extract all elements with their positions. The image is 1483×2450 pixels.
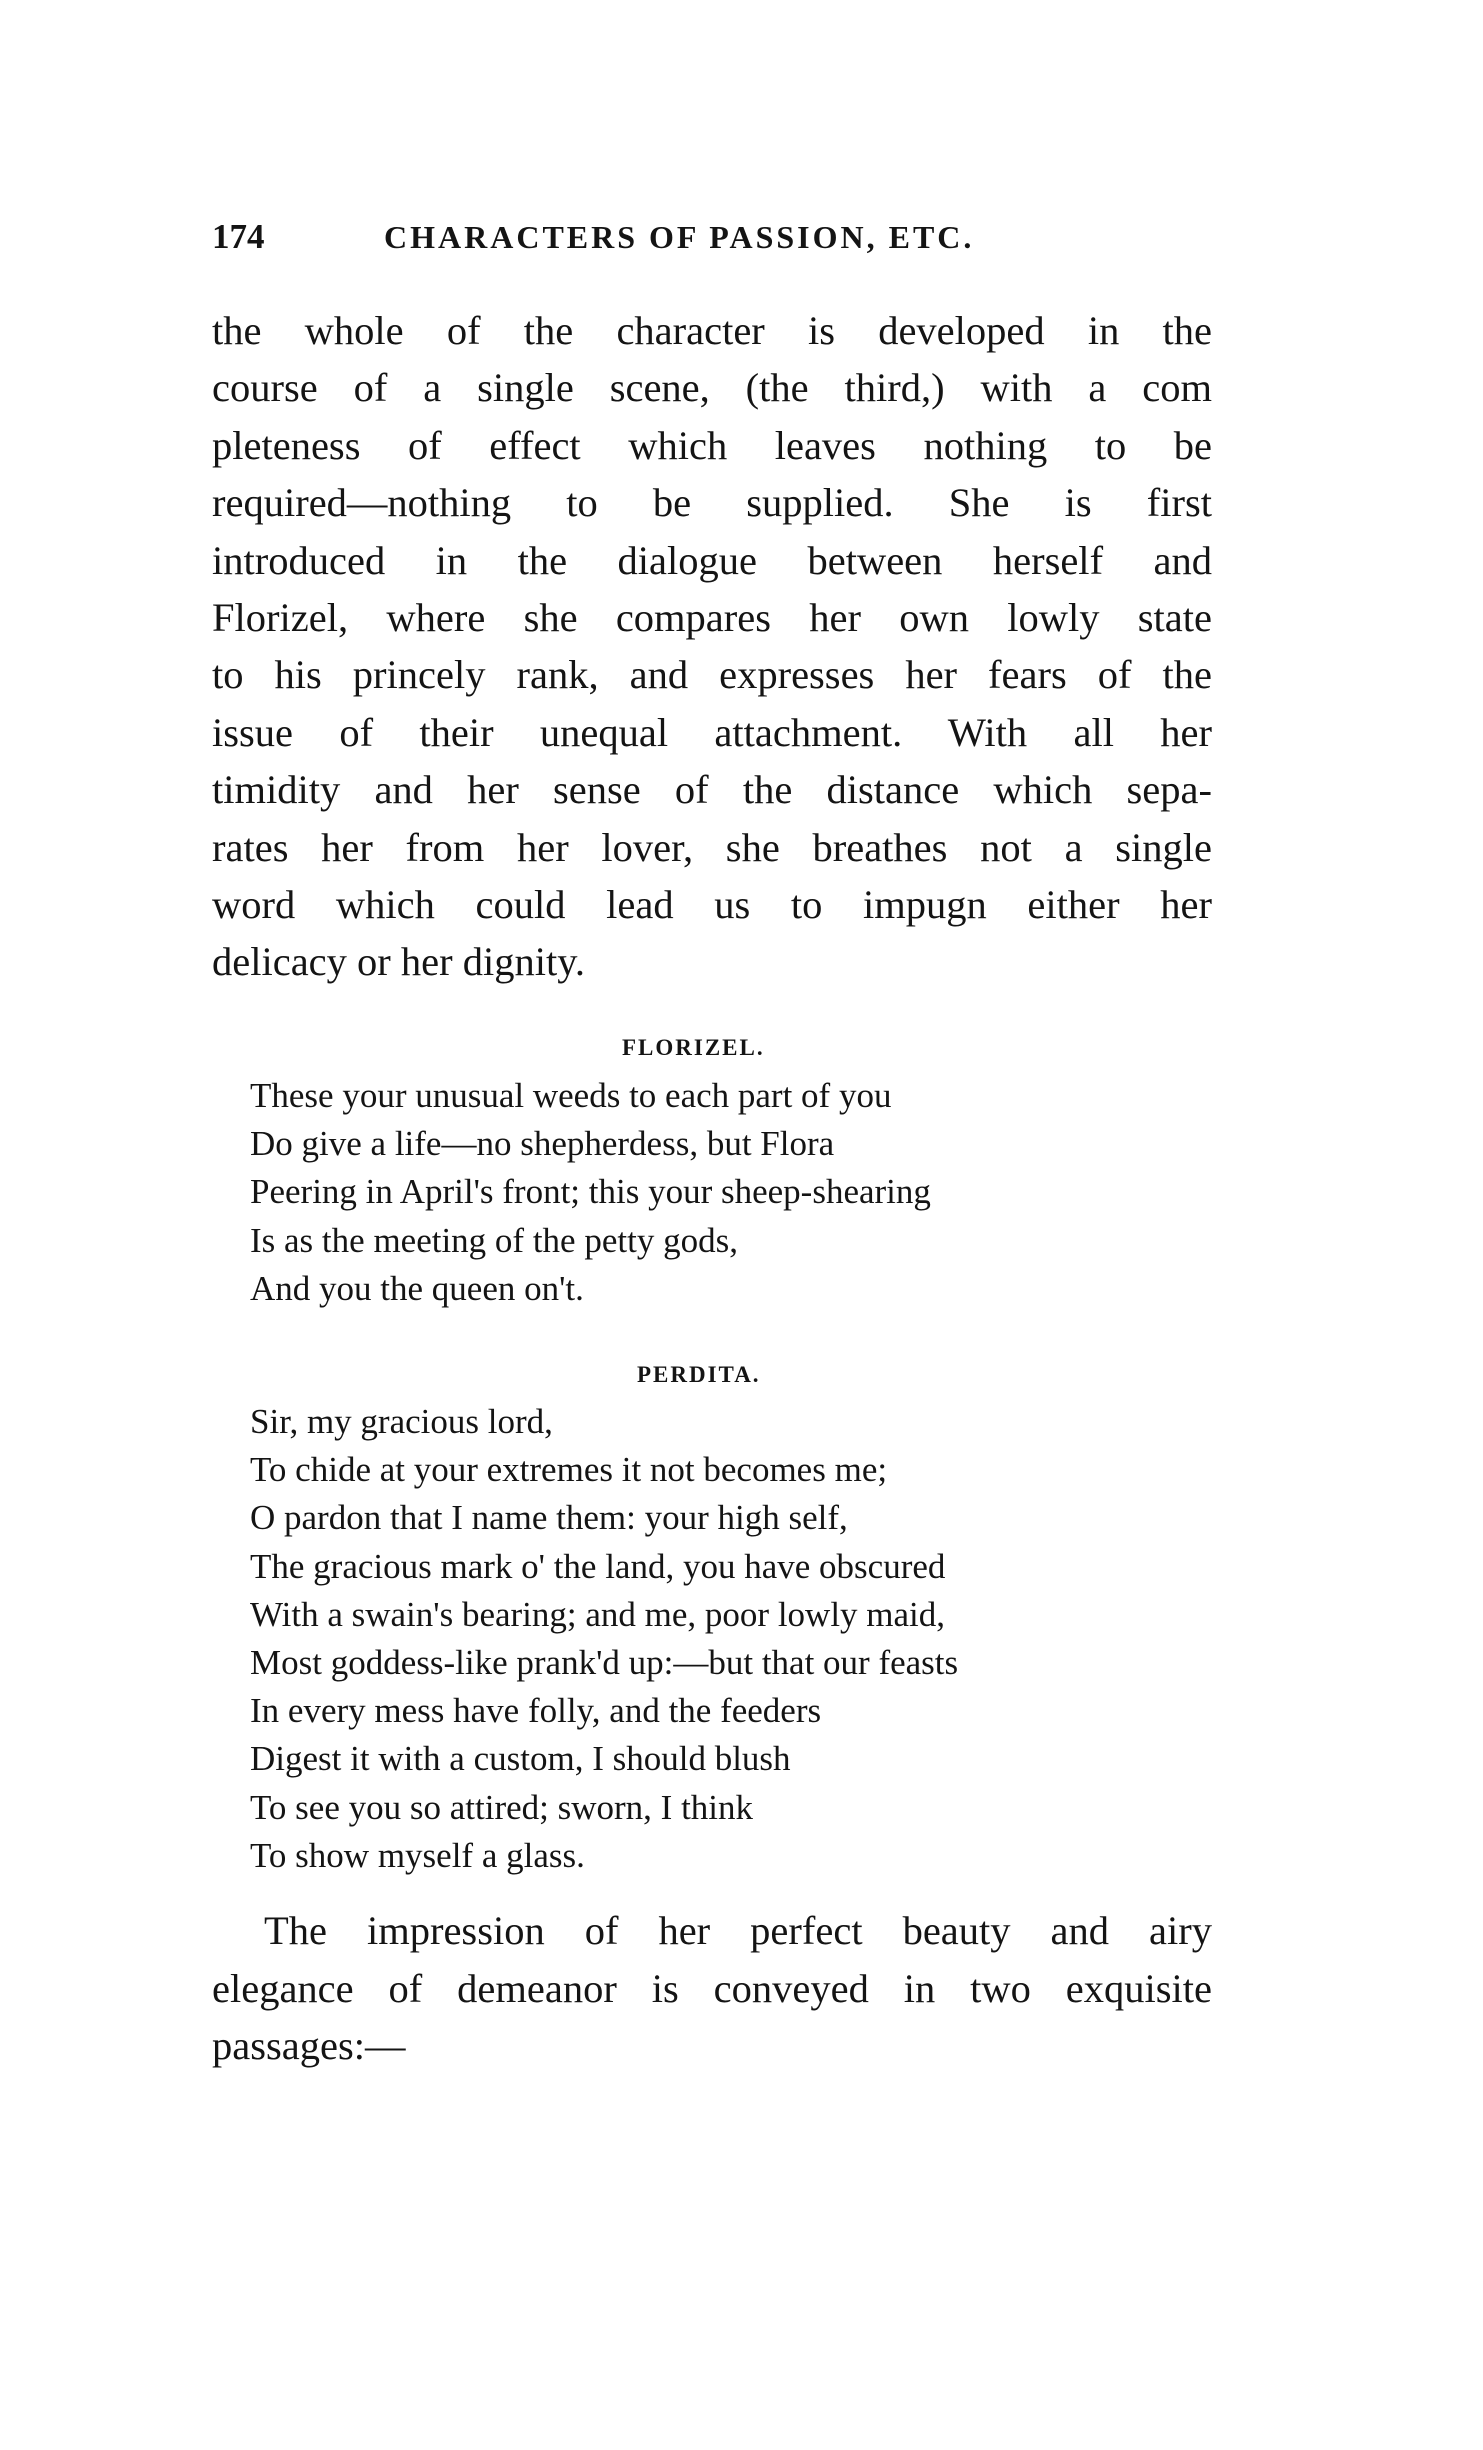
closing-paragraph (212, 1902, 1212, 2075)
verse-line: Peering in April's front; this your sheep-shearing (250, 1172, 931, 1212)
paragraph-line: timidity and her sense of the distance which sepa- (212, 767, 1212, 813)
paragraph-line: Florizel, where she compares her own lowly state (212, 594, 1212, 640)
paragraph-line: elegance of demeanor is conveyed in two exquisite (212, 1965, 1212, 2011)
verse-line: In every mess have folly, and the feeders (250, 1691, 822, 1731)
verse-line: The gracious mark o' the land, you have obscured (250, 1546, 946, 1586)
paragraph-line: word which could lead us to impugn either her (212, 881, 1212, 927)
verse-line: Do give a life—no shepherdess, but Flora (250, 1124, 835, 1164)
intro-paragraph (212, 302, 1212, 991)
paragraph-line: to his princely rank, and expresses her fears of the (212, 652, 1212, 698)
running-title: CHARACTERS OF PASSION, ETC. (384, 219, 975, 255)
verse-line: To see you so attired; sworn, I think (250, 1787, 754, 1827)
verse-line: And you the queen on't. (250, 1268, 584, 1308)
paragraph-line: pleteness of effect which leaves nothing to be (212, 422, 1212, 468)
paragraph-line: the whole of the character is developed in the (212, 308, 1212, 353)
page-header (212, 212, 1212, 262)
paragraph-line: course of a single scene, (the third,) with a com (212, 365, 1212, 411)
verse-line: Sir, my gracious lord, (250, 1402, 553, 1441)
paragraph-line: issue of their unequal attachment. With all her (212, 709, 1212, 755)
verse-line: These your unusual weeds to each part of you (250, 1076, 892, 1115)
paragraph-line: delicacy or her dignity. (212, 939, 585, 985)
verse-line: To show myself a glass. (250, 1835, 585, 1875)
verse-line: Is as the meeting of the petty gods, (250, 1220, 738, 1260)
verse-line: Digest it with a custom, I should blush (250, 1739, 791, 1779)
verse-line: With a swain's bearing; and me, poor lowly maid, (250, 1594, 946, 1634)
verse-florizel (250, 1072, 1200, 1313)
paragraph-line: passages:— (212, 2023, 406, 2068)
verse-perdita (250, 1398, 1200, 1880)
paragraph-line: introduced in the dialogue between herself and (212, 537, 1212, 583)
paragraph-line: The impression of her perfect beauty and airy (264, 1908, 1212, 1953)
paragraph-line: required—nothing to be supplied. She is first (212, 480, 1212, 526)
page-number: 174 (212, 217, 265, 256)
verse-line: O pardon that I name them: your high self, (250, 1498, 848, 1538)
speaker-perdita: PERDITA. (637, 1362, 761, 1387)
verse-line: Most goddess-like prank'd up:—but that our feasts (250, 1642, 959, 1682)
verse-line: To chide at your extremes it not becomes me; (250, 1450, 888, 1490)
paragraph-line: rates her from her lover, she breathes not a single (212, 824, 1212, 870)
speaker-florizel: FLORIZEL. (622, 1035, 765, 1060)
